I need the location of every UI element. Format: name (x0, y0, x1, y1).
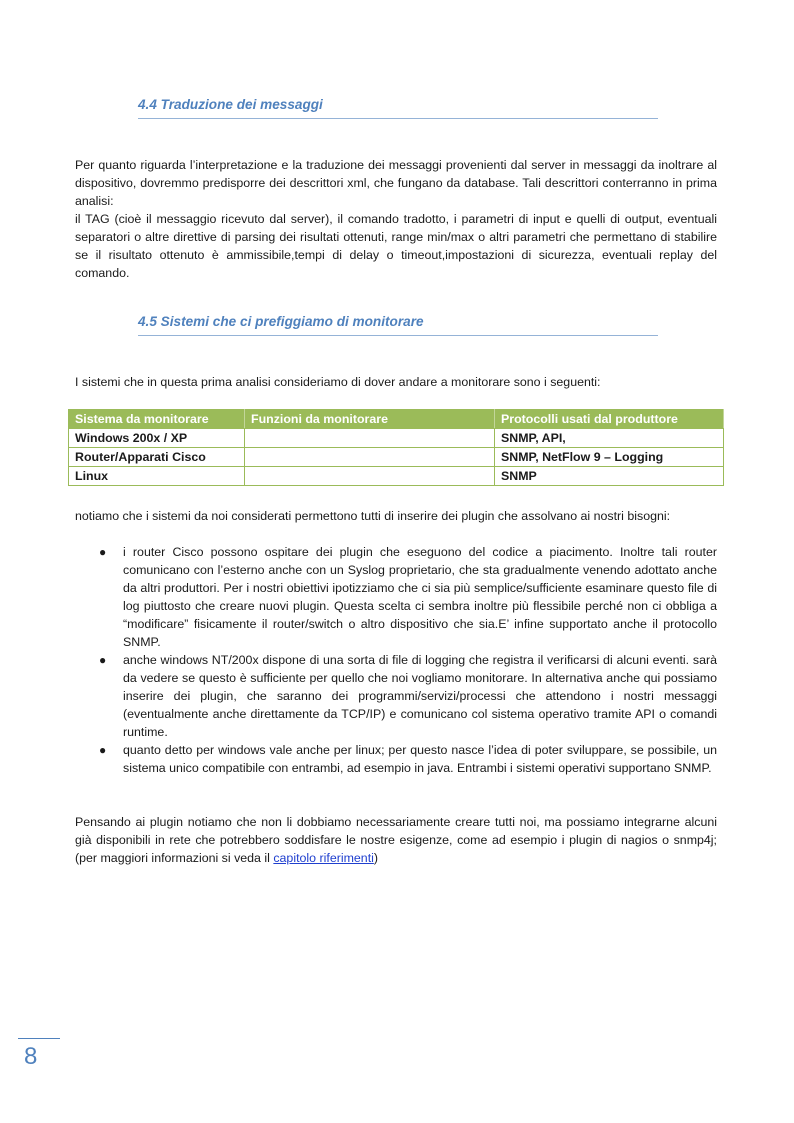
table-cell-functions (245, 467, 495, 486)
table-row (69, 448, 724, 467)
chapter-references-link[interactable]: capitolo riferimenti (273, 851, 374, 865)
section-heading-4-5: 4.5 Sistemi che ci prefiggiamo di monitorare (138, 314, 658, 336)
systems-table (68, 409, 724, 486)
section-heading-4-4: 4.4 Traduzione dei messaggi (138, 97, 658, 119)
table-cell-protocols: SNMP, NetFlow 9 – Logging (495, 448, 724, 467)
paragraph-translation-1: Per quanto riguarda l’interpretazione e la traduzione dei messaggi provenienti dal server in messaggi da inoltrare al dispositivo, dovremmo predisporre dei descrittori xml, che fungano da database. Tali descrittori conterranno in prima analisi: (75, 158, 717, 208)
closing-suffix: ) (373, 851, 379, 865)
table-row (69, 467, 724, 486)
page-number: 8 (24, 1043, 38, 1070)
bullet-dot-icon: ● (99, 743, 107, 757)
paragraph-plugins-intro: notiamo che i sistemi da noi considerati permettono tutti di inserire dei plugin che assolvano ai nostri bisogni: (75, 509, 671, 523)
table-header-row (69, 410, 724, 429)
table-row (69, 429, 724, 448)
table-header-functions: Funzioni da monitorare (245, 410, 495, 429)
bullet-dot-icon: ● (99, 545, 107, 559)
table-cell-functions (245, 448, 495, 467)
table-cell-protocols: SNMP, API, (495, 429, 724, 448)
closing-text: Pensando ai plugin notiamo che non li dobbiamo necessariamente creare tutti noi, ma possiamo integrarne alcuni già disponibili in rete che potrebbero soddisfare le nostre esigenze, come ad esempio i plugin di nagios o snmp4j; (per maggiori informazioni si veda il (75, 815, 717, 865)
list-item-text: anche windows NT/200x dispone di una sorta di file di logging che registra il verificarsi di alcuni eventi. sarà da vedere se questo è sufficiente per quello che noi vogliamo monitorare. In alternativa anche qui possiamo inserire dei plugin, che saranno dei programmi/servizi/processi che attendono i nostri messaggi (eventualmente anche direttamente da TCP/IP) e comunicano col sistema operativo tramite API o comandi runtime. (123, 653, 717, 739)
page-number-rule (18, 1038, 60, 1039)
table-header-protocols: Protocolli usati dal produttore (495, 410, 724, 429)
table-cell-system: Router/Apparati Cisco (69, 448, 245, 467)
list-item-text: quanto detto per windows vale anche per linux; per questo nasce l’idea di poter sviluppare, se possibile, un sistema unico compatibile con entrambi, ad esempio in java. Entrambi i sistemi operativi supportano SNMP. (123, 743, 717, 775)
table-cell-protocols: SNMP (495, 467, 724, 486)
table-header-system: Sistema da monitorare (69, 410, 245, 429)
bullet-dot-icon: ● (99, 653, 107, 667)
table-cell-system: Linux (69, 467, 245, 486)
paragraph-translation-2: il TAG (cioè il messaggio ricevuto dal server), il comando tradotto, i parametri di input e quelli di output, eventuali separatori o altre direttive di parsing dei risultati ottenuti, range min/max o altri parametri che permettano di stabilire se il risultato ottenuto è ammissibile,tempi di delay o timeout,impostazioni di sicurezza, eventuali replay del comando. (75, 212, 717, 280)
paragraph-closing (75, 813, 717, 867)
table-cell-system: Windows 200x / XP (69, 429, 245, 448)
systems-bullet-list (96, 543, 717, 777)
list-item-text: i router Cisco possono ospitare dei plugin che eseguono del codice a piacimento. Inoltre tali router comunicano con l’esterno anche con un Syslog proprietario, che sta gradualmente venendo adottato anche da altri produttori. Per i nostri obiettivi ipotizziamo che ci sia più semplice/sufficiente esaminare questo file di log piuttosto che creare nuovi plugin. Questa scelta ci sembra inoltre più flessibile perché non ci obbliga a “modificare” fisicamente il router/switch o altro dispositivo che sia.E’ infine supportato anche il protocollo SNMP. (123, 545, 717, 649)
list-item (96, 741, 717, 777)
list-item (96, 651, 717, 741)
list-item (96, 543, 717, 651)
table-cell-functions (245, 429, 495, 448)
paragraph-systems-intro: I sistemi che in questa prima analisi consideriamo di dover andare a monitorare sono i seguenti: (75, 375, 601, 389)
